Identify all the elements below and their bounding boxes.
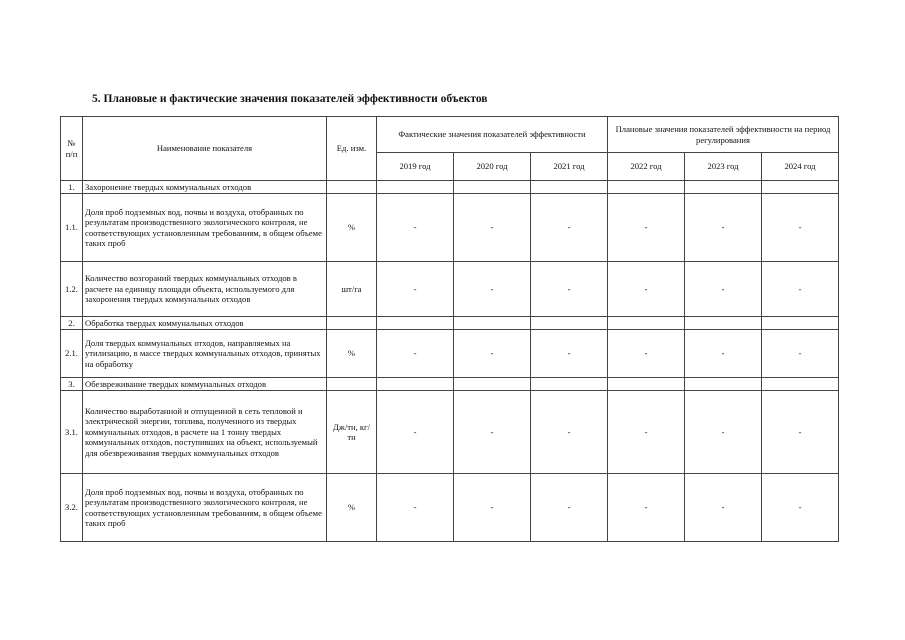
row-number: 2.1.	[61, 330, 83, 378]
indicator-row	[61, 330, 839, 378]
section-title: Обезвреживание твердых коммунальных отходов	[83, 378, 327, 391]
unit-cell: %	[327, 194, 377, 262]
section-title: Захоронение твердых коммунальных отходов	[83, 181, 327, 194]
value-cell	[685, 317, 762, 330]
unit-cell: %	[327, 330, 377, 378]
unit-cell: шт/га	[327, 262, 377, 317]
header-fact-group: Фактические значения показателей эффективности	[377, 117, 608, 153]
row-number: 1.2.	[61, 262, 83, 317]
indicator-name: Количество возгораний твердых коммунальных отходов в расчете на единицу площади объекта, используемого для захоронения твердых коммунальных отходов	[83, 262, 327, 317]
value-cell: -	[762, 391, 839, 474]
value-cell: -	[608, 391, 685, 474]
row-number: 1.1.	[61, 194, 83, 262]
value-cell: -	[454, 194, 531, 262]
value-cell	[762, 181, 839, 194]
value-cell	[377, 317, 454, 330]
value-cell: -	[377, 330, 454, 378]
value-cell: -	[531, 474, 608, 542]
value-cell: -	[531, 262, 608, 317]
section-title: Обработка твердых коммунальных отходов	[83, 317, 327, 330]
header-unit: Ед. изм.	[327, 117, 377, 181]
value-cell: -	[531, 391, 608, 474]
value-cell: -	[531, 194, 608, 262]
value-cell	[762, 317, 839, 330]
section-row	[61, 378, 839, 391]
value-cell: -	[454, 391, 531, 474]
value-cell: -	[685, 391, 762, 474]
indicator-name: Доля проб подземных вод, почвы и воздуха, отобранных по результатам производственного экологического контроля, не соответствующих установленным требованиям, в общем объеме таких проб	[83, 194, 327, 262]
unit-cell	[327, 181, 377, 194]
header-year: 2023 год	[685, 153, 762, 181]
section-row	[61, 181, 839, 194]
value-cell: -	[454, 262, 531, 317]
value-cell	[377, 181, 454, 194]
value-cell	[377, 378, 454, 391]
indicator-row	[61, 391, 839, 474]
row-number: 1.	[61, 181, 83, 194]
indicators-table	[60, 116, 839, 542]
indicator-name: Количество выработанной и отпущенной в сеть тепловой и электрической энергии, топлива, полученного из твердых коммунальных отходов, в расчете на 1 тонну твердых коммунальных отходов, поступивших на объект, используемый для обезвреживания твердых коммунальных отходов	[83, 391, 327, 474]
header-year: 2024 год	[762, 153, 839, 181]
header-year: 2021 год	[531, 153, 608, 181]
value-cell: -	[685, 330, 762, 378]
indicator-row	[61, 262, 839, 317]
value-cell: -	[685, 194, 762, 262]
header-name: Наименование показателя	[83, 117, 327, 181]
value-cell: -	[377, 194, 454, 262]
header-num: № п/п	[61, 117, 83, 181]
indicator-name: Доля твердых коммунальных отходов, направляемых на утилизацию, в массе твердых коммунальных отходов, принятых на обработку	[83, 330, 327, 378]
value-cell: -	[762, 262, 839, 317]
value-cell: -	[762, 474, 839, 542]
row-number: 3.1.	[61, 391, 83, 474]
unit-cell: Дж/тн, кг/тн	[327, 391, 377, 474]
section-row	[61, 317, 839, 330]
value-cell	[531, 181, 608, 194]
value-cell: -	[377, 391, 454, 474]
value-cell: -	[454, 474, 531, 542]
row-number: 2.	[61, 317, 83, 330]
value-cell: -	[762, 330, 839, 378]
unit-cell	[327, 378, 377, 391]
section-heading: 5. Плановые и фактические значения показателей эффективности объектов	[92, 93, 488, 105]
value-cell: -	[762, 194, 839, 262]
value-cell: -	[531, 330, 608, 378]
header-plan-group: Плановые значения показателей эффективности на период регулирования	[608, 117, 839, 153]
value-cell: -	[608, 330, 685, 378]
value-cell	[454, 317, 531, 330]
indicator-row	[61, 194, 839, 262]
header-row-top	[61, 117, 839, 153]
indicator-row	[61, 474, 839, 542]
row-number: 3.2.	[61, 474, 83, 542]
value-cell: -	[377, 474, 454, 542]
value-cell: -	[608, 194, 685, 262]
value-cell	[608, 378, 685, 391]
value-cell: -	[685, 262, 762, 317]
value-cell	[685, 181, 762, 194]
value-cell: -	[377, 262, 454, 317]
header-year: 2020 год	[454, 153, 531, 181]
value-cell	[608, 181, 685, 194]
row-number: 3.	[61, 378, 83, 391]
value-cell: -	[454, 330, 531, 378]
value-cell: -	[608, 262, 685, 317]
value-cell	[531, 317, 608, 330]
value-cell	[454, 181, 531, 194]
header-year: 2022 год	[608, 153, 685, 181]
header-year: 2019 год	[377, 153, 454, 181]
value-cell	[531, 378, 608, 391]
indicator-name: Доля проб подземных вод, почвы и воздуха, отобранных по результатам производственного экологического контроля, не соответствующих установленным требованиям, в общем объеме таких проб	[83, 474, 327, 542]
value-cell	[454, 378, 531, 391]
unit-cell: %	[327, 474, 377, 542]
value-cell	[685, 378, 762, 391]
value-cell: -	[608, 474, 685, 542]
value-cell	[608, 317, 685, 330]
value-cell	[762, 378, 839, 391]
value-cell: -	[685, 474, 762, 542]
unit-cell	[327, 317, 377, 330]
